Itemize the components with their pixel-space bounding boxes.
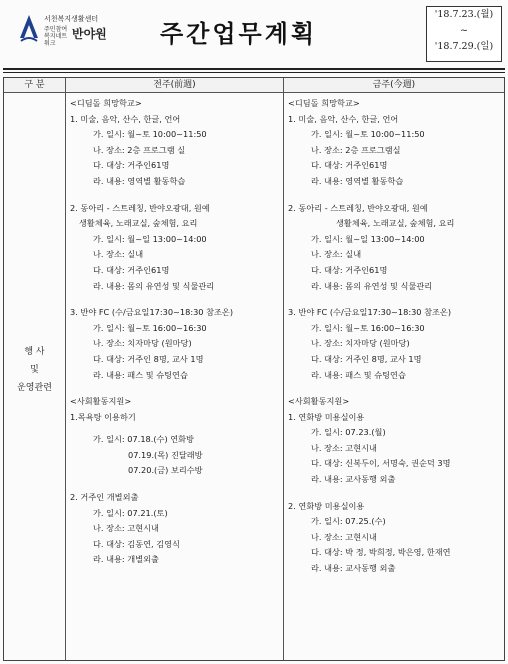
- date-range-box: [426, 6, 502, 62]
- prev-week-line: 07.20.(금) 보리수방: [128, 465, 203, 476]
- curr-week-line: 나. 장소: 실내: [311, 249, 362, 260]
- prev-week-line: 가. 일시: 월~토 10:00~11:50: [93, 129, 207, 140]
- category-line: 운영관련: [17, 383, 52, 393]
- curr-week-line: 라. 내용: 영역별 활동학습: [311, 175, 404, 186]
- spacer: [70, 479, 233, 490]
- curr-week-line: 1. 연화방 미용실이용: [288, 411, 365, 422]
- org-name-line1: 서천복지생활센터: [44, 15, 99, 23]
- prev-week-line: 다. 대상: 거주인 8명, 교사 1명: [93, 353, 204, 364]
- curr-week-line: 나. 장소: 고현시내: [311, 531, 377, 542]
- prev-week-line: 나. 장소: 실내: [93, 249, 144, 260]
- curr-week-line: 라. 내용: 몸의 유연성 및 식물관리: [311, 280, 433, 291]
- curr-week-line: <디딤돌 희망학교>: [288, 98, 360, 108]
- curr-week-line: 다. 대상: 거주인61명: [311, 264, 388, 275]
- curr-week-line: 1. 미술, 음악, 산수, 한글, 언어: [288, 113, 399, 124]
- prev-week-line: 라. 내용: 몸의 유연성 및 식물관리: [93, 280, 215, 291]
- curr-week-line: 생활체육, 노래교실, 숲체험, 요리: [336, 218, 455, 229]
- spacer: [70, 425, 233, 432]
- prev-week-line: 2. 거주인 개별외출: [70, 492, 139, 503]
- date-end: '18.7.29.(일): [434, 41, 494, 52]
- org-name: 반야원: [72, 27, 107, 41]
- curr-week-line: 가. 일시: 월~토 10:00~11:50: [311, 129, 425, 140]
- prev-week-line: 나. 장소: 2층 프로그램 실: [93, 144, 186, 155]
- prev-week-line: 라. 내용: 영역별 활동학습: [93, 175, 186, 186]
- org-name-line2: 주민참여 복지네트워크: [44, 26, 68, 47]
- curr-week-line: 2. 연화방 미용실이용: [288, 500, 365, 511]
- curr-week-line: 2. 동아리 - 스트레칭, 반야오광대, 원예: [288, 202, 428, 213]
- prev-week-line: 나. 장소: 치자마당 (원마당): [93, 338, 192, 349]
- prev-week-line: 가. 일시: 07.18.(수) 연화방: [93, 434, 194, 445]
- curr-week-line: 다. 대상: 거주인 8명, 교사 1명: [311, 353, 422, 364]
- prev-week-line: 가. 일시: 07.21.(토): [93, 507, 168, 518]
- curr-week-line: 나. 장소: 치자마당 (원마당): [311, 338, 410, 349]
- spacer: [70, 294, 233, 305]
- prev-week-line: 다. 대상: 거주인61명: [93, 160, 170, 171]
- prev-week-line: 3. 반야 FC (수/금요일17:30~18:30 참조온): [70, 307, 234, 318]
- prev-week-line: 1.목욕탕 이용하기: [70, 411, 136, 422]
- column-divider: [65, 78, 66, 660]
- curr-week-line: <사회활동지원>: [288, 396, 350, 407]
- column-divider: [283, 78, 284, 660]
- header-prev-week: 전주(前週): [66, 78, 283, 93]
- prev-week-line: 라. 내용: 개별외출: [93, 554, 159, 565]
- spacer: [288, 488, 454, 499]
- prev-week-line: 07.19.(목) 진달래방: [128, 449, 203, 460]
- spacer: [70, 383, 233, 394]
- prev-week-line: 가. 일시: 월~일 13:00~14:00: [93, 233, 207, 244]
- header-curr-week: 금주(今週): [284, 78, 504, 93]
- header-divider: [3, 68, 505, 70]
- curr-week-line: 가. 일시: 월~토 16:00~16:30: [311, 322, 425, 333]
- prev-week-line: 다. 대상: 김동연, 김영식: [93, 538, 180, 549]
- page-title: 주간업무계획: [160, 20, 318, 48]
- curr-week-line: 가. 일시: 07.25.(수): [311, 516, 386, 527]
- org-emblem-icon: [18, 14, 40, 44]
- curr-week-line: 다. 대상: 박 정, 박희정, 박은영, 한재연: [311, 547, 451, 558]
- spacer: [70, 190, 233, 201]
- prev-week-line: <사회활동지원>: [70, 396, 132, 407]
- prev-week-line: 다. 대상: 거주인61명: [93, 264, 170, 275]
- prev-week-line: 생활체육, 노래교실, 숲체험, 요리: [79, 218, 198, 229]
- org-logo: [18, 12, 118, 48]
- header-divider-thin: [3, 72, 505, 73]
- prev-week-line: 1. 미술, 음악, 산수, 한글, 언어: [70, 113, 181, 124]
- weekly-plan-table: [3, 77, 505, 661]
- prev-week-line: 2. 동아리 - 스트레칭, 반야오광대, 원예: [70, 202, 210, 213]
- curr-week-content: [288, 96, 454, 577]
- spacer: [288, 190, 454, 201]
- curr-week-line: 가. 일시: 월~일 13:00~14:00: [311, 233, 425, 244]
- category-label: [4, 343, 65, 397]
- header-gubun: 구 분: [4, 78, 65, 93]
- spacer: [288, 383, 454, 394]
- curr-week-line: 나. 장소: 2층 프로그램실: [311, 144, 401, 155]
- curr-week-line: 3. 반야 FC (수/금요일17:30~18:30 참조온): [288, 307, 452, 318]
- curr-week-line: 다. 대상: 거주인61명: [311, 160, 388, 171]
- curr-week-line: 나. 장소: 고현시내: [311, 442, 377, 453]
- curr-week-line: 라. 내용: 교사동행 외출: [311, 474, 396, 485]
- prev-week-line: 나. 장소: 고현시내: [93, 523, 159, 534]
- date-start: '18.7.23.(월): [434, 9, 494, 20]
- spacer: [288, 294, 454, 305]
- category-line: 행 사: [24, 347, 45, 357]
- curr-week-line: 라. 내용: 교사동행 외출: [311, 563, 396, 574]
- curr-week-line: 다. 대상: 신복두이, 서명숙, 권순덕 3명: [311, 458, 451, 469]
- prev-week-line: <디딤돌 희망학교>: [70, 98, 142, 108]
- date-separator: ~: [460, 25, 468, 36]
- curr-week-line: 가. 일시: 07.23.(월): [311, 427, 386, 438]
- curr-week-line: 라. 내용: 패스 및 슈팅연습: [311, 369, 406, 380]
- category-line: 및: [30, 365, 39, 375]
- prev-week-line: 가. 일시: 월~토 16:00~16:30: [93, 322, 207, 333]
- prev-week-line: 라. 내용: 패스 및 슈팅연습: [93, 369, 188, 380]
- prev-week-content: [70, 96, 233, 568]
